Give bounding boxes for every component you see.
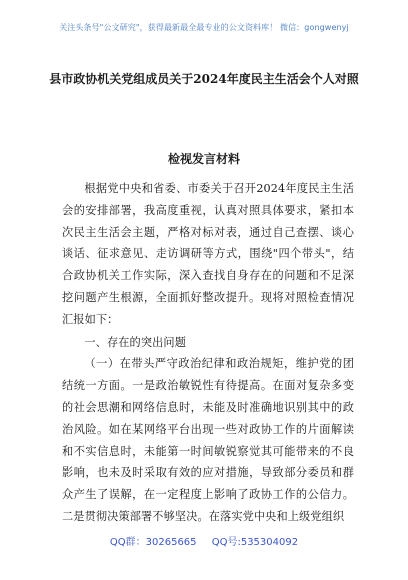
footer-qq-group: QQ群：30265665 <box>109 537 197 548</box>
footer-qq-number: QQ号:535304092 <box>211 537 299 548</box>
footer-contact <box>0 533 408 548</box>
section-heading: 一、存在的突出问题 <box>84 335 186 349</box>
document-body <box>62 178 354 528</box>
intro-paragraph: 根据党中央和省委、市委关于召开2024年度民主生活会的安排部署，我高度重视，认真对照具体要求，紧扣本次民主生活会主题，严格对标对表，通过自己查摆、谈心谈话、征求意见、走访调研等方式，围绕"四个带头"，结合政协机关工作实际，深入查找自身存在的问题和不足深挖问题产生根源，全面抓好整改提升。现将对照检查情况汇报如下： <box>62 182 354 326</box>
document-title-line-2: 检视发言材料 <box>167 152 240 166</box>
header-note: 关注头条号"公文研究"，获得最新最全最专业的公文资料库！ 微信：gongwenyj <box>59 23 349 32</box>
body-paragraph: （一）在带头严守政治纪律和政治规矩，维护党的团结统一方面。一是政治敏锐性有待提高。在面对复杂多变的社会思潮和网络信息时，未能及时准确地识别其中的政治风险。如在某网络平台出现一些对政协工作的片面解读和不实信息时，未能第一时间敏锐察觉其可能带来的不良影响，也未及时采取有效的应对措施，导致部分委员和群众产生了误解，在一定程度上影响了政协工作的公信力。二是贯彻决策部署不够坚决。在落实党中央和上级党组织 <box>62 357 354 523</box>
document-title-line-1: 县市政协机关党组成员关于2024年度民主生活会个人对照 <box>49 72 359 86</box>
